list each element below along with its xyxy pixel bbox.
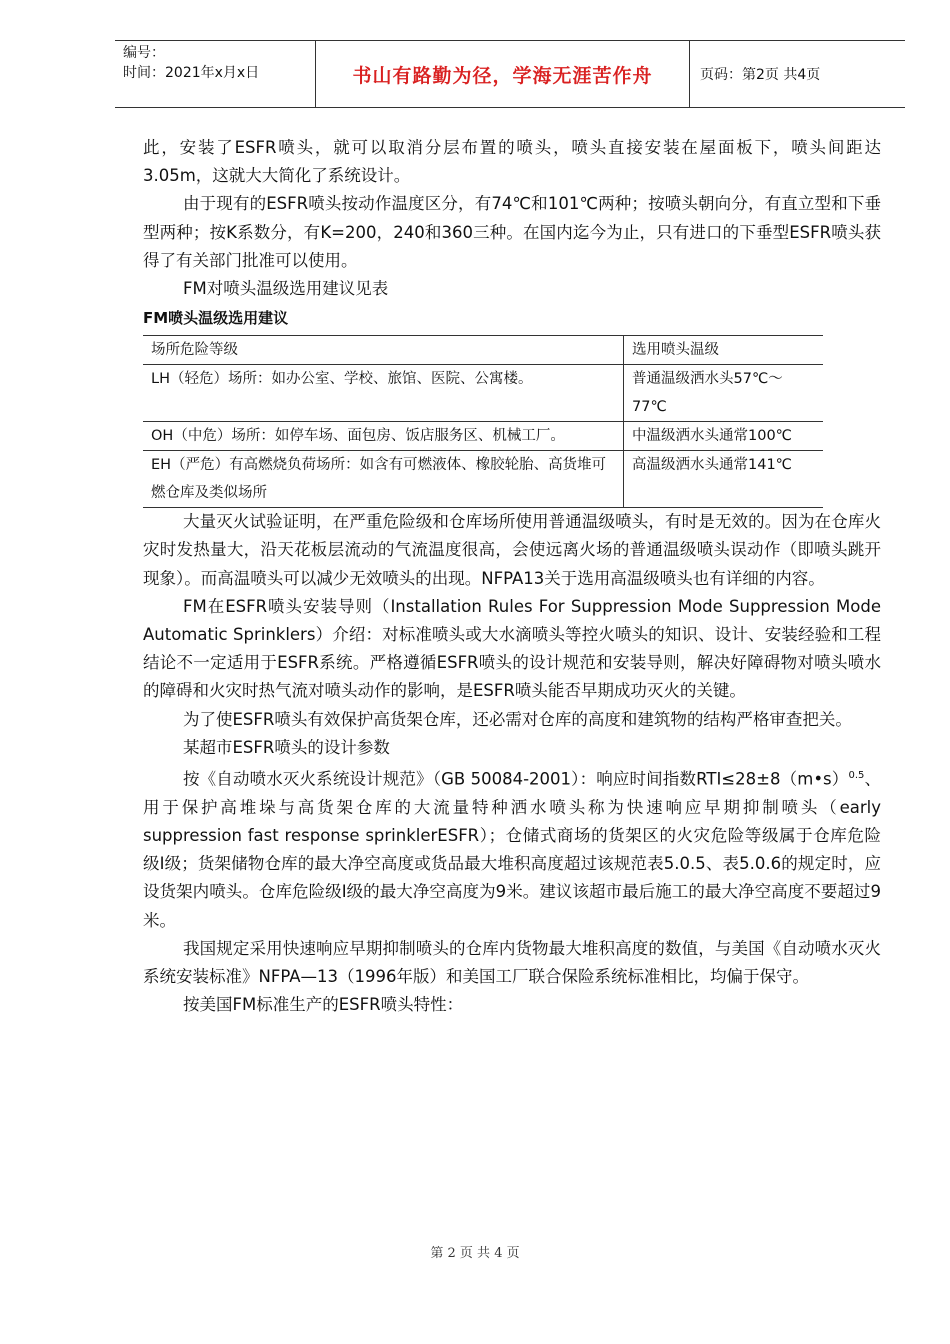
document-number-label: 编号： xyxy=(123,45,165,61)
table-row xyxy=(143,451,823,508)
table-cell: LH（轻危）场所：如办公室、学校、旅馆、医院、公寓楼。 xyxy=(143,365,624,422)
header-page-cell xyxy=(690,41,905,107)
paragraph: 为了使ESFR喷头有效保护高货架仓库，还必需对仓库的高度和建筑物的结构严格审查把关。 xyxy=(183,709,852,729)
paragraph: 大量灭火试验证明，在严重危险级和仓库场所使用普通温级喷头，有时是无效的。因为在仓库火灾时发热量大，沿天花板层流动的气流温度很高，会使远离火场的普通温级喷头误动作（即喷头跳开现象）。而高温喷头可以减少无效喷头的出现。NFPA13关于选用高温级喷头也有详细的内容。 xyxy=(143,512,881,588)
paragraph: 我国规定采用快速响应早期抑制喷头的仓库内货物最大堆积高度的数值，与美国《自动喷水灭火系统安装标准》NFPA—13（1996年版）和美国工厂联合保险系统标准相比，均偏于保守。 xyxy=(143,938,881,986)
paragraph: 此，安装了ESFR喷头，就可以取消分层布置的喷头，喷头直接安装在屋面板下，喷头间距达3.05m，这就大大简化了系统设计。 xyxy=(143,138,881,186)
table-caption: FM喷头温级选用建议 xyxy=(143,309,289,328)
table-cell: 中温级洒水头通常100℃ xyxy=(624,422,824,451)
table-cell: 普通温级洒水头57℃～77℃ xyxy=(624,365,824,422)
paragraph: FM对喷头温级选用建议见表 xyxy=(183,279,389,299)
table-header-cell: 场所危险等级 xyxy=(143,336,624,365)
header-motto-cell xyxy=(316,41,690,107)
table-header-row xyxy=(143,336,823,365)
paragraph-text: 按《自动喷水灭火系统设计规范》（GB 50084-2001）：响应时间指数RTI≤28±8（m•s） xyxy=(183,769,849,789)
section-heading: 某超市ESFR喷头的设计参数 xyxy=(183,737,390,757)
paragraph: FM在ESFR喷头安装导则（Installation Rules For Suppression Mode Suppression Mode Automatic Sprinklers）介绍：对标准喷头或大水滴喷头等控火喷头的知识、设计、安装经验和工程结论不一定适用于ESFR系统。严格遵循ESFR喷头的设计规范和安装导则，解决好障碍物对喷头喷水的障碍和火灾时热气流对喷头动作的影响，是ESFR喷头能否早期成功灭火的关键。 xyxy=(143,596,881,701)
paragraph xyxy=(143,762,881,935)
paragraph-text: 、用于保护高堆垛与高货架仓库的大流量特种洒水喷头称为快速响应早期抑制喷头（early suppression fast response sprinklerESFR）；仓储式商场的货架区的火灾危险等级属于仓库危险级Ⅰ级；货架储物仓库的最大净空高度或货品最大堆积高度超过该规范表5.0.5、表5.0.6的规定时，应设货架内喷头。仓库危险级Ⅰ级的最大净空高度为9米。建议该超市最后施工的最大净空高度不要超过9米。 xyxy=(143,769,882,930)
table-cell: 高温级洒水头通常141℃ xyxy=(624,451,824,508)
table-cell: OH（中危）场所：如停车场、面包房、饭店服务区、机械工厂。 xyxy=(143,422,624,451)
page-header xyxy=(115,40,905,108)
header-motto: 书山有路勤为径，学海无涯苦作舟 xyxy=(352,64,653,87)
header-page-number: 页码：第2页 共4页 xyxy=(700,67,821,83)
page-footer: 第 2 页 共 4 页 xyxy=(430,1246,520,1261)
table-header-cell: 选用喷头温级 xyxy=(624,336,824,365)
table-row xyxy=(143,422,823,451)
header-meta xyxy=(115,41,316,107)
paragraph: 按美国FM标准生产的ESFR喷头特性： xyxy=(183,995,464,1015)
document-body xyxy=(143,134,881,1019)
fm-temperature-table xyxy=(143,335,823,508)
table-cell: EH（严危）有高燃烧负荷场所：如含有可燃液体、橡胶轮胎、高货堆可燃仓库及类似场所 xyxy=(143,451,624,508)
document-date-label: 时间：2021年x月x日 xyxy=(123,65,260,81)
paragraph: 由于现有的ESFR喷头按动作温度区分，有74℃和101℃两种；按喷头朝向分，有直立型和下垂型两种；按K系数分，有K=200，240和360三种。在国内迄今为止，只有进口的下垂型ESFR喷头获得了有关部门批准可以使用。 xyxy=(143,194,881,270)
exponent: 0.5 xyxy=(848,770,865,782)
table-row xyxy=(143,365,823,422)
